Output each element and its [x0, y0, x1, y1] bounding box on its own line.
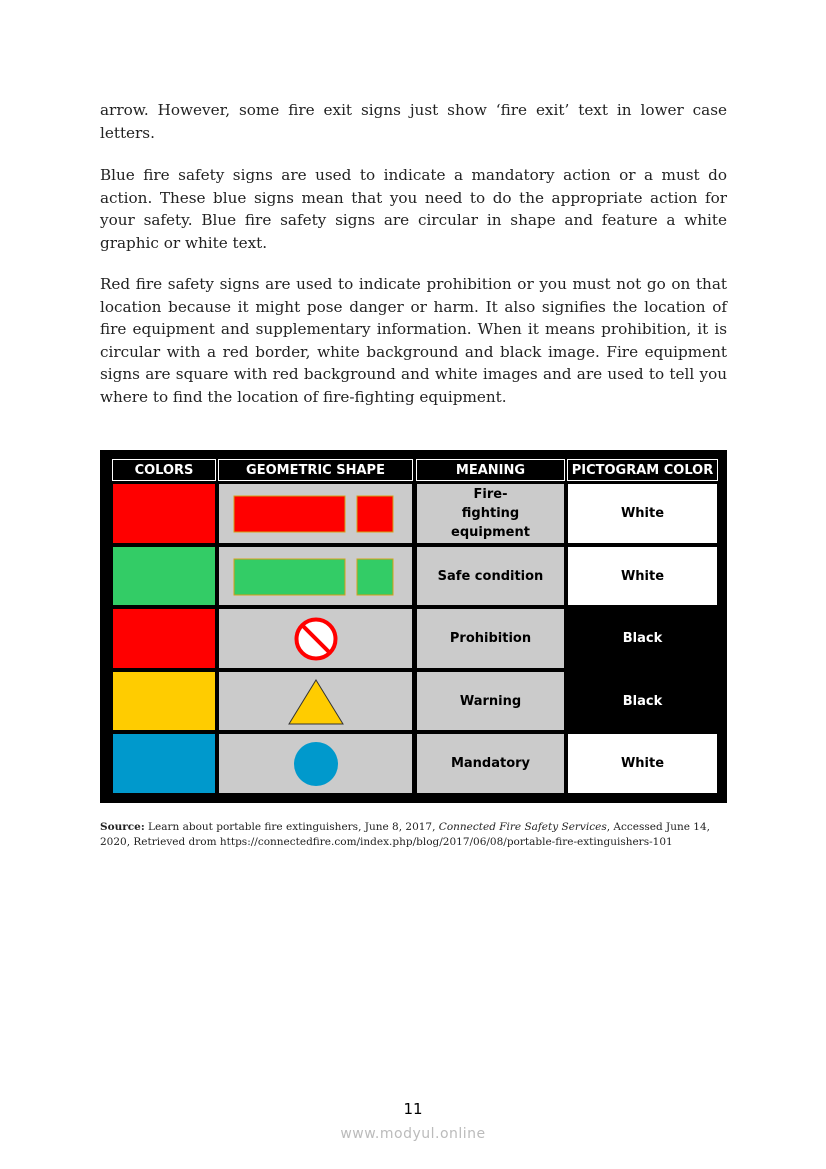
- pictogram-color-cell: Black: [568, 609, 717, 668]
- page-number: 11: [403, 1100, 423, 1118]
- source-text: Learn about portable fire extinguishers, June 8, 2017,: [144, 821, 439, 833]
- safety-sign-table: [100, 450, 727, 803]
- color-swatch: [113, 609, 215, 668]
- shape-cell: [219, 734, 412, 793]
- header-colors: COLORS: [112, 459, 216, 481]
- header-geometric-shape: GEOMETRIC SHAPE: [218, 459, 413, 481]
- meaning-cell: Fire-fighting equipment: [417, 484, 564, 543]
- shape-cell: [219, 672, 412, 730]
- color-swatch: [113, 547, 215, 605]
- source-citation: [100, 820, 730, 850]
- pictogram-color-cell: Black: [568, 672, 717, 730]
- color-swatch: [113, 734, 215, 793]
- warning-triangle-icon: [286, 676, 346, 726]
- meaning-cell: Warning: [417, 672, 564, 730]
- meaning-cell: Safe condition: [417, 547, 564, 605]
- prohibition-sign-icon: [292, 615, 340, 663]
- pictogram-color-cell: White: [568, 734, 717, 793]
- rectangle-shapes-icon: [219, 547, 412, 605]
- mandatory-circle-icon: [292, 740, 340, 788]
- shape-cell: [219, 609, 412, 668]
- pictogram-color-cell: White: [568, 547, 717, 605]
- color-swatch: [113, 484, 215, 543]
- pictogram-color-cell: White: [568, 484, 717, 543]
- shape-cell: [219, 547, 412, 605]
- rectangle-shapes-icon: [219, 484, 412, 543]
- header-meaning: MEANING: [416, 459, 565, 481]
- source-publisher: Connected Fire Safety Services: [438, 821, 607, 833]
- source-label: Source:: [100, 821, 145, 833]
- meaning-cell: Mandatory: [417, 734, 564, 793]
- watermark: www.modyul.online: [340, 1126, 486, 1142]
- paragraph-red-signs: Red fire safety signs are used to indicate prohibition or you must not go on that location because it might pose danger or harm. It also signifies the location of fire equipment and supplementary information. When it means prohibition, it is circular with a red border, white background and black image. Fire equipment signs are square with red background and white images and are used to tell you where to find the location of fire-fighting equipment.: [100, 275, 727, 406]
- color-swatch: [113, 672, 215, 730]
- meaning-cell: Prohibition: [417, 609, 564, 668]
- header-pictogram-color: PICTOGRAM COLOR: [567, 459, 718, 481]
- paragraph-blue-signs: Blue fire safety signs are used to indicate a mandatory action or a must do action. These blue signs mean that you need to do the appropriate action for your safety. Blue fire safety signs are circular in shape and feature a white graphic or white text.: [100, 166, 727, 252]
- source-text-continued: , Accessed June 14, 2020, Retrieved drom https://connectedfire.com/index.php/blog/2017/06/08/portable-fire-extinguishers-101: [100, 821, 710, 848]
- shape-cell: [219, 484, 412, 543]
- paragraph-exit-signs: arrow. However, some fire exit signs just show ‘fire exit’ text in lower case letters.: [100, 101, 727, 142]
